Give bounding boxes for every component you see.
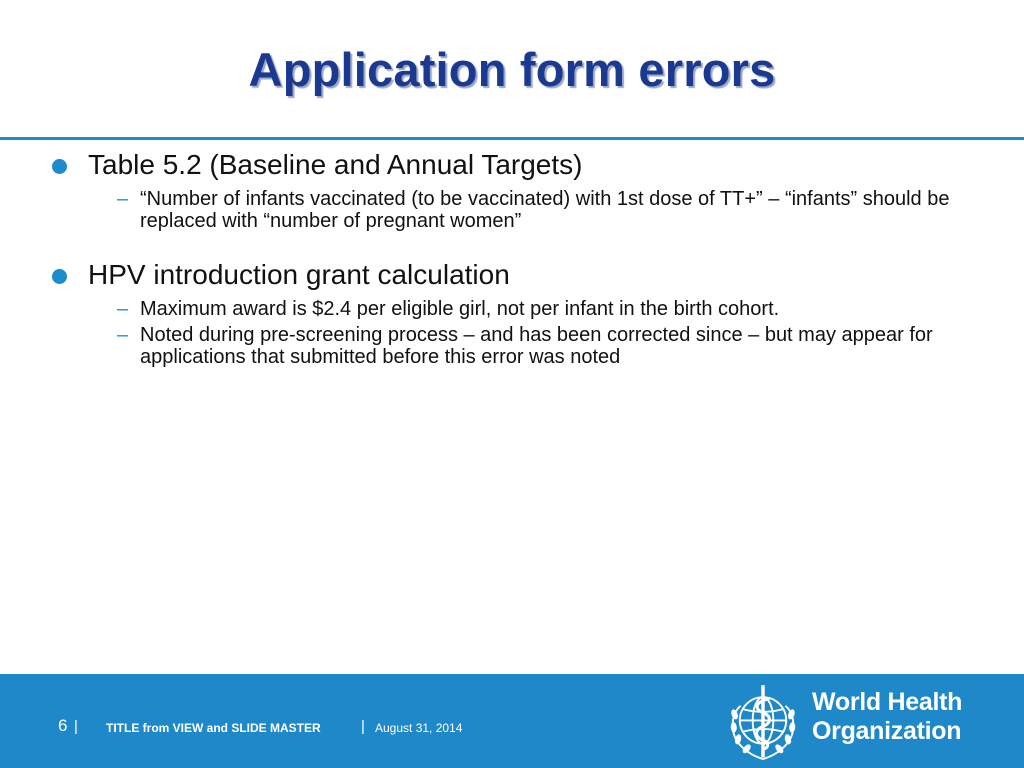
title-divider (0, 137, 1024, 140)
footer-date: August 31, 2014 (375, 721, 463, 735)
dash-marker: – (117, 298, 129, 320)
bullet-text: Table 5.2 (Baseline and Annual Targets) (88, 149, 583, 180)
footer-separator: | (361, 718, 365, 735)
sub-bullet-list (104, 188, 982, 232)
sub-bullet-item (104, 188, 982, 232)
sub-bullet-text: Maximum award is $2.4 per eligible girl, not per infant in the birth cohort. (140, 298, 780, 320)
footer-title: TITLE from VIEW and SLIDE MASTER (106, 721, 321, 735)
bullet-item (52, 258, 982, 292)
sub-bullet-text: Noted during pre-screening process – and has been corrected since – but may appear for applications that submitted before this error was noted (140, 324, 933, 368)
bullet-dot-icon (52, 269, 67, 284)
who-name (812, 688, 962, 746)
bullet-group (52, 258, 982, 368)
footer-separator: | (74, 718, 78, 735)
who-emblem-icon (720, 680, 806, 766)
bullet-dot-icon (52, 159, 67, 174)
sub-bullet-list (104, 298, 982, 368)
dash-marker: – (117, 188, 129, 210)
dash-marker: – (117, 324, 129, 346)
page-number: 6 (58, 716, 68, 735)
sub-bullet-item (104, 298, 982, 320)
bullet-group (52, 148, 982, 232)
who-name-line-1: World Health (812, 688, 963, 716)
slide-content (52, 148, 982, 372)
bullet-text: HPV introduction grant calculation (88, 259, 510, 290)
sub-bullet-text: “Number of infants vaccinated (to be vaccinated) with 1st dose of TT+” – “infants” should be replaced with “number of pregnant women” (140, 188, 950, 232)
bullet-item (52, 148, 982, 182)
sub-bullet-item (104, 324, 982, 368)
who-name-line-2: Organization (812, 717, 962, 745)
slide-title: Application form errors (248, 43, 776, 96)
